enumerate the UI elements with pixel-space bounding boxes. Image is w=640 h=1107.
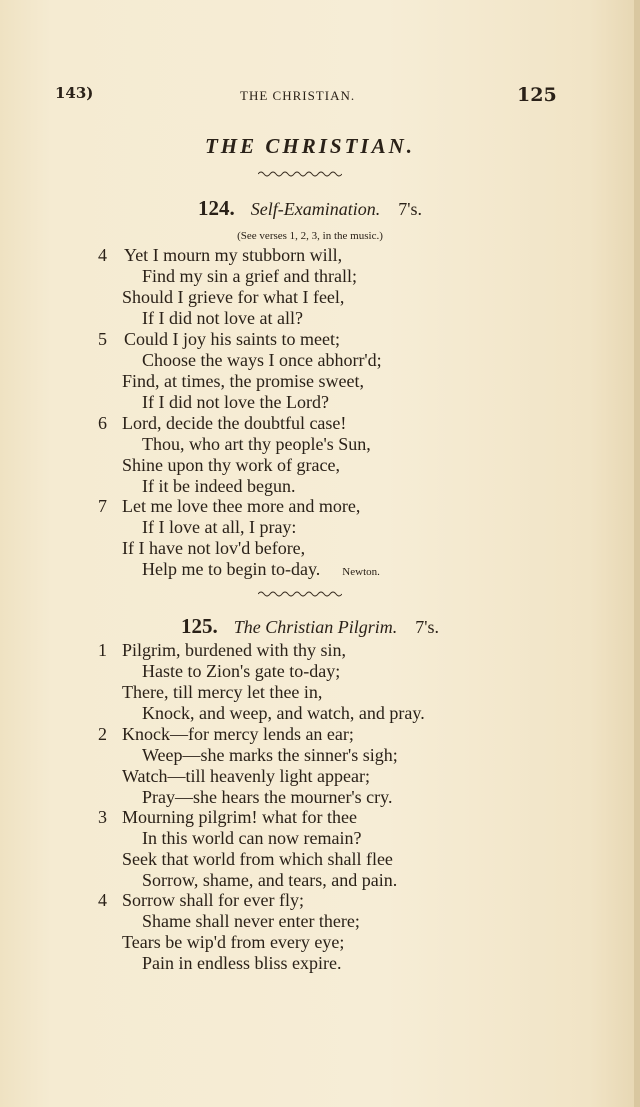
- section-title: THE CHRISTIAN.: [204, 134, 416, 158]
- running-title: THE CHRISTIAN.: [240, 88, 356, 103]
- verse-line: Thou, who art thy people's Sun,: [142, 434, 371, 454]
- verse-number: 3: [98, 807, 107, 827]
- verse-number: 7: [98, 496, 107, 516]
- verse-line: Choose the ways I once abhorr'd;: [142, 350, 382, 370]
- verse-line: If I did not love at all?: [142, 308, 303, 328]
- verse-line: Find, at times, the promise sweet,: [122, 371, 364, 391]
- verse-number: 6: [98, 413, 107, 433]
- verse-number: 1: [98, 640, 107, 660]
- verse-line: If I have not lov'd before,: [122, 538, 306, 558]
- verse-line: Yet I mourn my stubborn will,: [124, 245, 343, 265]
- verse-line: Watch—till heavenly light appear;: [122, 766, 370, 786]
- verse-line: Shine upon thy work of grace,: [122, 455, 340, 475]
- hymn-title: Self-Examination.: [250, 199, 381, 219]
- verse-line: Knock—for mercy lends an ear;: [122, 724, 354, 744]
- page-edge: [634, 0, 640, 1107]
- hymn-number: 125.: [180, 614, 218, 638]
- verse-line: If it be indeed begun.: [142, 476, 296, 496]
- author-attribution: Newton.: [342, 566, 380, 578]
- verse-line: There, till mercy let thee in,: [122, 682, 323, 702]
- verse-line: If I did not love the Lord?: [142, 392, 329, 412]
- verse-line: Should I grieve for what I feel,: [122, 287, 345, 307]
- running-head: [55, 84, 555, 108]
- hymn-meter: 7's.: [398, 199, 422, 219]
- hymn-124-heading: [0, 196, 620, 221]
- hymn-title: The Christian Pilgrim.: [233, 617, 398, 637]
- hymn-number: 124.: [198, 196, 235, 220]
- verse-line: Let me love thee more and more,: [122, 496, 361, 516]
- verse-line: Weep—she marks the sinner's sigh;: [142, 745, 398, 765]
- verse-line: Tears be wip'd from every eye;: [122, 932, 345, 952]
- verse-line: Pray—she hears the mourner's cry.: [142, 787, 393, 807]
- verse-number: 2: [98, 724, 107, 744]
- verse-line: Sorrow, shame, and tears, and pain.: [142, 870, 398, 890]
- signature-mark: 143): [55, 84, 94, 102]
- verse-line: Help me to begin to-day.: [142, 559, 321, 579]
- verse-line: Lord, decide the doubtful case!: [122, 413, 347, 433]
- page-number: 125: [517, 84, 557, 106]
- verse-line: Mourning pilgrim! what for thee: [122, 807, 357, 827]
- hymn-meter: 7's.: [415, 617, 440, 637]
- wavy-rule-ornament: [258, 170, 342, 180]
- verse-line: Sorrow shall for ever fly;: [122, 890, 304, 910]
- verse-line: Pilgrim, burdened with thy sin,: [122, 640, 346, 660]
- verse-line: Haste to Zion's gate to-day;: [142, 661, 341, 681]
- verse-line: Find my sin a grief and thrall;: [142, 266, 357, 286]
- wavy-rule-ornament: [258, 590, 342, 600]
- verse-number: 4: [98, 890, 107, 910]
- verse-line: Could I joy his saints to meet;: [124, 329, 340, 349]
- verse-number: 5: [98, 329, 107, 349]
- hymn-125-heading: [0, 614, 620, 639]
- verse-line: In this world can now remain?: [142, 828, 362, 848]
- verse-line: Knock, and weep, and watch, and pray.: [142, 703, 425, 723]
- verse-line: Seek that world from which shall flee: [122, 849, 393, 869]
- verse-line: Shame shall never enter there;: [142, 911, 360, 931]
- verse-number: 4: [98, 245, 107, 265]
- verse-line: If I love at all, I pray:: [142, 517, 297, 537]
- verse-line: Pain in endless bliss expire.: [142, 953, 342, 973]
- music-note: (See verses 1, 2, 3, in the music.): [237, 230, 383, 242]
